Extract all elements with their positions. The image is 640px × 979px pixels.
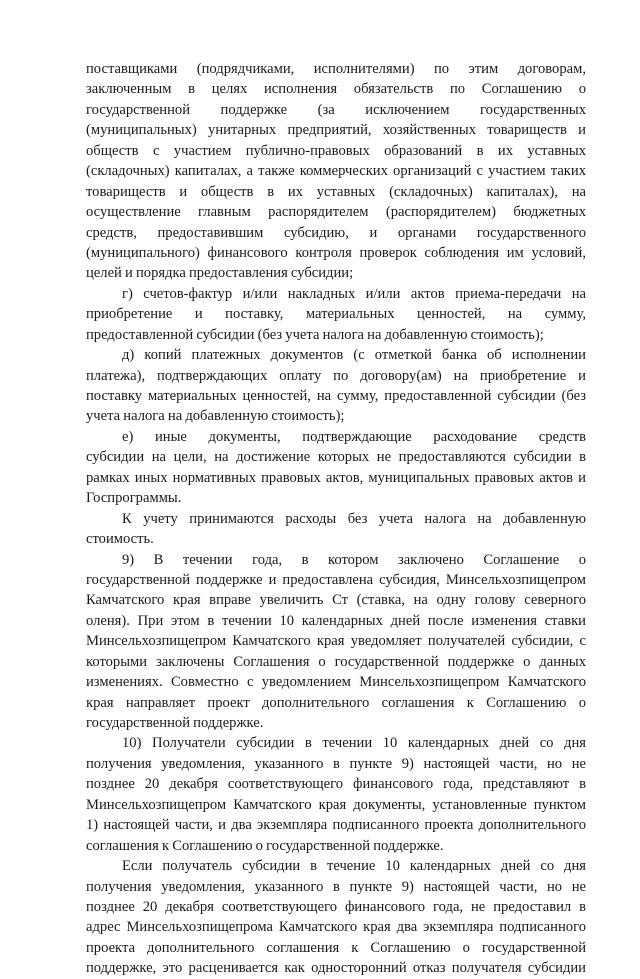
- text-line: (складочных) капиталах, а также коммерческих организаций с участием таких: [86, 163, 586, 180]
- text-line: субсидии на цели, на достижение которых не предоставляются субсидии в: [86, 449, 586, 466]
- text-line: средств, предоставившим субсидию, и органами государственного: [86, 224, 586, 241]
- text-line: 9) В течении года, в котором заключено Соглашение о: [122, 551, 586, 568]
- text-line: е) иные документы, подтверждающие расходование средств: [122, 428, 586, 445]
- text-line: Минсельхозпищепром Камчатского края документы, установленные пунктом: [86, 796, 586, 813]
- text-line: государственной поддержке (за исключением государственных: [86, 101, 586, 118]
- text-line: поддержке, это расценивается как односторонний отказ получателя субсидии: [86, 960, 586, 977]
- text-line: государственной поддержке и предоставлена субсидия, Минсельхозпищепром: [86, 571, 586, 588]
- text-line: 1) настоящей части, и два экземпляра подписанного проекта дополнительного: [86, 817, 586, 834]
- text-line: государственной поддержке.: [86, 715, 264, 731]
- text-line: которыми заключены Соглашения о государственной поддержке о данных: [86, 653, 586, 670]
- text-line: адрес Минсельхозпищепрома Камчатского края два экземпляра подписанного: [86, 919, 586, 936]
- text-line: позднее 20 декабря соответствующего финансового года, не предоставил в: [86, 898, 586, 915]
- text-line: целей и порядка предоставления субсидии;: [86, 265, 354, 282]
- text-line: Если получатель субсидии в течение 10 календарных дней со дня: [122, 858, 586, 875]
- text-line: изменениях. Совместно с уведомлением Минсельхозпищепром Камчатского: [86, 674, 586, 691]
- text-line: края направляет проект дополнительного соглашения к Соглашению о: [86, 694, 586, 711]
- text-line: приобретение и поставку, материальных ценностей, на сумму,: [86, 306, 586, 323]
- text-line: предоставленной субсидии (без учета налога на добавленную стоимость);: [86, 326, 544, 343]
- text-line: оленя). При этом в течении 10 календарных дней после изменения ставки: [86, 612, 586, 629]
- text-line: стоимость.: [86, 531, 154, 548]
- text-line: учета налога на добавленную стоимость);: [86, 408, 345, 425]
- text-line: Минсельхозпищепром Камчатского края уведомляет получателей субсидии, с: [86, 633, 586, 650]
- text-line: 10) Получатели субсидии в течении 10 календарных дней со дня: [122, 735, 586, 752]
- text-line: поставщиками (подрядчиками, исполнителями) по этим договорам,: [86, 61, 586, 77]
- text-line: обществ с участием публично-правовых образований в их уставных: [86, 142, 586, 159]
- text-line: товариществ и обществ в их уставных (складочных) капиталах), на: [86, 183, 586, 200]
- text-line: проекта дополнительного соглашения к Соглашению о государственной: [86, 939, 586, 956]
- text-line: осуществление главным распорядителем (распорядителем) бюджетных: [86, 204, 586, 221]
- text-line: Камчатского края вправе увеличить Ст (ставка, на одну голову северного: [86, 592, 586, 609]
- text-line: соглашения к Соглашению о государственной поддержке.: [86, 837, 444, 854]
- text-line: поставку материальных ценностей, на сумму, предоставленной субсидии (без: [86, 388, 586, 404]
- text-line: заключенным в целях исполнения обязательств по Соглашению о: [86, 81, 586, 98]
- text-line: д) копий платежных документов (с отметкой банка об исполнении: [122, 347, 586, 364]
- text-line: (муниципальных) унитарных предприятий, хозяйственных товариществ и: [86, 122, 586, 139]
- text-line: г) счетов-фактур и/или накладных и/или актов приема-передачи на: [122, 285, 586, 302]
- text-line: Госпрограммы.: [86, 490, 182, 507]
- document-body-text: [86, 59, 586, 979]
- text-line: платежа), подтверждающих оплату по договору(ам) на приобретение и: [86, 367, 586, 384]
- text-line: получения уведомления, указанного в пункте 9) настоящей части, но не: [86, 755, 586, 772]
- text-line: рамках иных нормативных правовых актов, муниципальных правовых актов и: [86, 469, 586, 486]
- text-line: получения уведомления, указанного в пункте 9) настоящей части, но не: [86, 878, 586, 895]
- text-line: (муниципального) финансового контроля проверок соблюдения им условий,: [86, 244, 586, 261]
- text-line: позднее 20 декабря соответствующего финансового года, представляют в: [86, 776, 586, 793]
- text-line: К учету принимаются расходы без учета налога на добавленную: [122, 510, 586, 527]
